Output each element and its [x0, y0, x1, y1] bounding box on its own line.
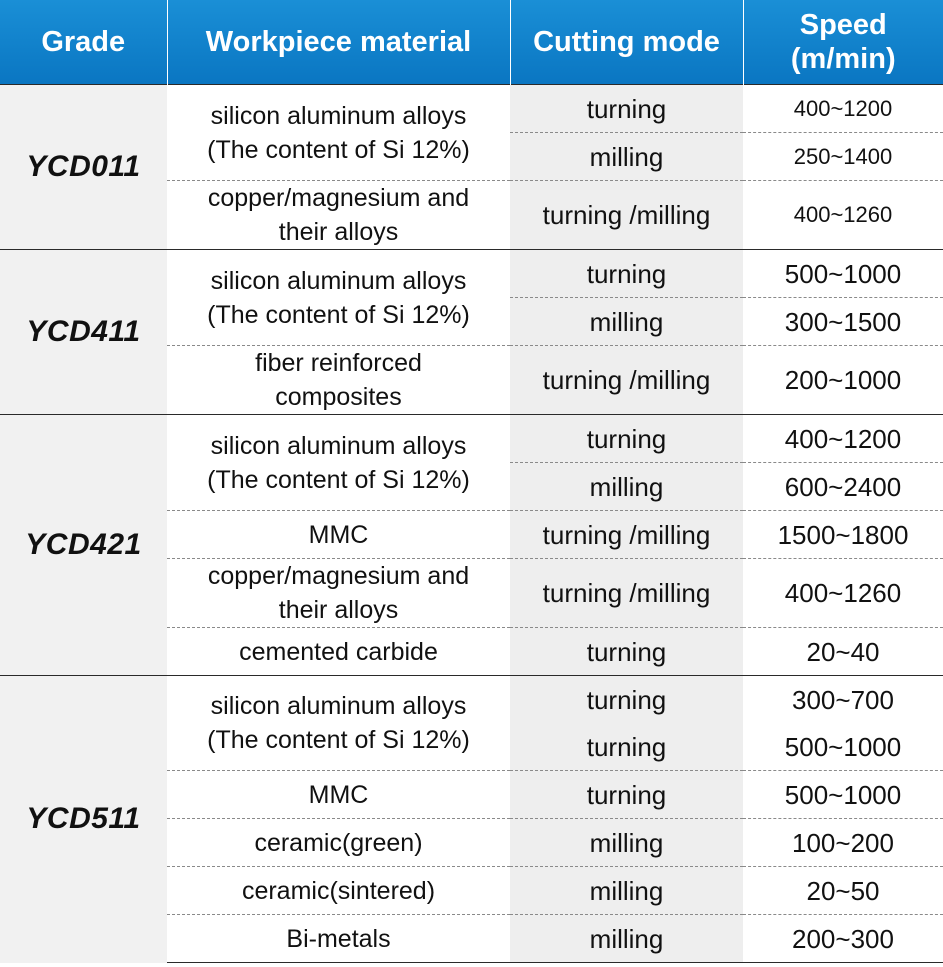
- speed-cell: 200~300: [743, 915, 943, 963]
- grade-cell: YCD411: [0, 250, 167, 415]
- speed-cell: 300~1500: [743, 298, 943, 346]
- material-line: their alloys: [278, 596, 399, 624]
- header-row: [0, 0, 943, 85]
- speed-cell: 400~1260: [743, 559, 943, 628]
- mode-cell: milling: [510, 463, 743, 511]
- header-cutting-mode: Cutting mode: [510, 0, 743, 85]
- material-cell: [167, 85, 510, 181]
- material-line: silicon aluminum alloys: [210, 266, 467, 295]
- header-speed-unit: (m/min): [790, 43, 896, 75]
- mode-cell: turning: [510, 723, 743, 771]
- speed-cell: 20~50: [743, 867, 943, 915]
- header-speed: [743, 0, 943, 85]
- mode-cell: turning: [510, 250, 743, 298]
- material-cell: [167, 415, 510, 511]
- speed-cell: 400~1260: [743, 181, 943, 250]
- mode-cell: turning: [510, 676, 743, 724]
- material-cell: [167, 181, 510, 250]
- mode-cell: turning /milling: [510, 511, 743, 559]
- material-cell: cemented carbide: [167, 628, 510, 676]
- material-cell: [167, 676, 510, 771]
- speed-cell: 200~1000: [743, 346, 943, 415]
- material-cell: ceramic(green): [167, 819, 510, 867]
- material-cell: MMC: [167, 771, 510, 819]
- grade-cell: YCD511: [0, 676, 167, 963]
- material-line: copper/magnesium and: [207, 184, 470, 212]
- header-speed-label: Speed: [799, 9, 887, 41]
- material-cell: Bi-metals: [167, 915, 510, 963]
- mode-cell: turning /milling: [510, 346, 743, 415]
- material-cell: ceramic(sintered): [167, 867, 510, 915]
- speed-cell: 1500~1800: [743, 511, 943, 559]
- material-line: fiber reinforced: [255, 349, 422, 377]
- table-row: [0, 415, 943, 463]
- grade-cell: YCD421: [0, 415, 167, 676]
- speed-cell: 400~1200: [743, 415, 943, 463]
- mode-cell: turning: [510, 628, 743, 676]
- table-row: [0, 250, 943, 298]
- material-cell: MMC: [167, 511, 510, 559]
- speed-cell: 600~2400: [743, 463, 943, 511]
- grade-cell: YCD011: [0, 85, 167, 250]
- mode-cell: milling: [510, 133, 743, 181]
- mode-cell: turning /milling: [510, 559, 743, 628]
- material-line: (The content of Si 12%): [207, 726, 470, 754]
- table-row: [0, 85, 943, 133]
- material-line: their alloys: [278, 218, 399, 246]
- speed-cell: 250~1400: [743, 133, 943, 181]
- header-workpiece-material: Workpiece material: [167, 0, 510, 85]
- material-line: copper/magnesium and: [207, 562, 470, 590]
- table-row: [0, 676, 943, 724]
- speed-cell: 500~1000: [784, 731, 902, 762]
- material-cell: [167, 250, 510, 346]
- header-grade: Grade: [0, 0, 167, 85]
- mode-cell: milling: [510, 298, 743, 346]
- material-line: silicon aluminum alloys: [210, 431, 467, 460]
- material-cell: [167, 346, 510, 415]
- material-line: (The content of Si 12%): [207, 465, 470, 494]
- mode-cell: turning: [510, 415, 743, 463]
- mode-cell: milling: [510, 867, 743, 915]
- material-cell: [167, 559, 510, 628]
- material-line: (The content of Si 12%): [207, 135, 470, 164]
- mode-cell: turning /milling: [510, 181, 743, 250]
- material-line: (The content of Si 12%): [207, 300, 470, 329]
- mode-cell: turning: [510, 771, 743, 819]
- speed-cell: 400~1200: [743, 85, 943, 133]
- material-line: silicon aluminum alloys: [210, 101, 467, 130]
- speed-cell: 300~700: [743, 676, 943, 724]
- mode-cell: milling: [510, 819, 743, 867]
- speed-cell: 100~200: [743, 819, 943, 867]
- speed-cell: 500~1000: [743, 250, 943, 298]
- speed-cell: 20~40: [743, 628, 943, 676]
- speed-cell: 500~1000: [743, 771, 943, 819]
- material-line: silicon aluminum alloys: [210, 692, 467, 720]
- material-line: composites: [275, 383, 402, 411]
- mode-cell: turning: [510, 85, 743, 133]
- mode-cell: milling: [510, 915, 743, 963]
